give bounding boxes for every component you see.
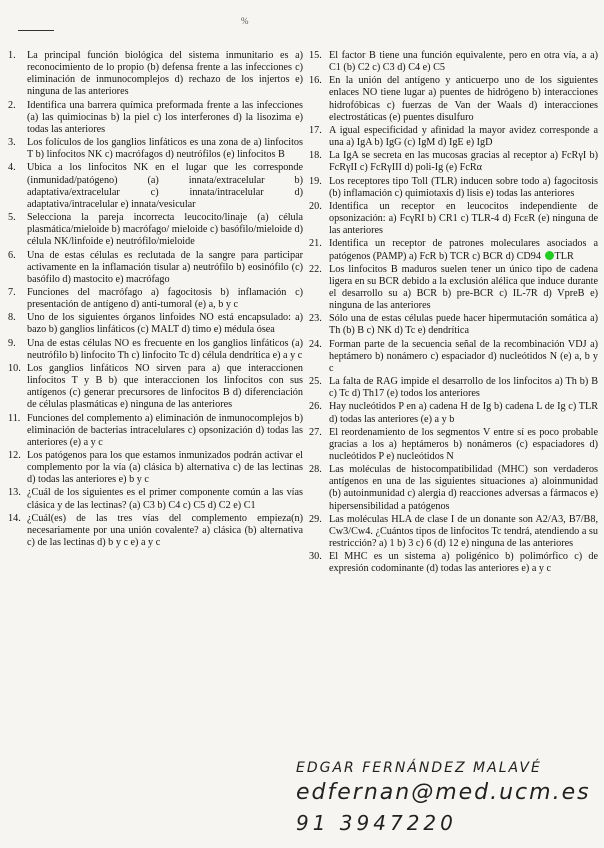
question: 29. Las moléculas HLA de clase I de un donante son A2/A3, B7/B8, Cw3/Cw4. ¿Cuántos tipos de linfocitos Tc tendrá, atendiendo a su restricción? a) 1 b) 3 c) 6 (d) 12 e) ninguna de las anteriores: [309, 513, 598, 550]
question-text: La IgA se secreta en las mucosas gracias al receptor a) FcRγI b) FcRγII c) FcRγIII d) poli-Ig (e) FcRα: [329, 150, 598, 174]
question-text: Una de estas células NO es frecuente en los ganglios linfáticos (a) neutrófilo b) linfocito Th c) linfocito Tc d) célula dendrítica e) a y c: [27, 337, 303, 361]
question-text: Hay nucleótidos P en a) cadena H de Ig b) cadena L de Ig c) TLR d) todas las anteriores (e) a y b: [329, 401, 598, 425]
question-text: Los patógenos para los que estamos inmunizados podrán activar el complemento por la vía (a) clásica b) alternativa c) de las lectinas d) todas las anteriores e) b y c: [27, 450, 303, 486]
question: 13. ¿Cuál de los siguientes es el primer componente común a las vías clásica y de las lectinas? (a) C3 b) C4 c) C5 d) C2 e) C1: [8, 487, 303, 511]
question: 26. Hay nucleótidos P en a) cadena H de Ig b) cadena L de Ig c) TLR d) todas las anteriores (e) a y b: [309, 401, 598, 425]
question-text: Ubica a los linfocitos NK en el lugar que les corresponde (inmunidad/patógeno) (a) innata/extracelular b) adaptativa/extracelular c) innata/intracelular d) adaptativa/intracelular e) innata/vesicular: [27, 162, 303, 210]
question-text: Forman parte de la secuencia señal de la recombinación VDJ a) heptámero b) nonámero c) espaciador d) nucleótidos N (e) a, b y c: [329, 338, 598, 374]
question: 16. En la unión del antígeno y anticuerpo uno de los siguientes enlaces NO tiene lugar a) puentes de hidrógeno b) interacciones hidrofóbicas c) fuerzas de Van der Waals d) interacciones electrostáticas (e) puentes disulfuro: [309, 75, 598, 123]
question: 15. El factor B tiene una función equivalente, pero en otra vía, a a) C1 (b) C2 c) C3 d) C4 e) C5: [309, 50, 598, 74]
question-text: Uno de los siguientes órganos linfoides NO está encapsulado: a) bazo b) ganglios linfáticos (c) MALT d) timo e) médula ósea: [27, 312, 303, 336]
question-text: Los receptores tipo Toll (TLR) inducen sobre todo a) fagocitosis (b) inflamación c) quimiotaxis d) lisis e) todas las anteriores: [329, 175, 598, 199]
question-text: En la unión del antígeno y anticuerpo uno de los siguientes enlaces NO tiene lugar a) puentes de hidrógeno b) interacciones hidrofóbicas c) fuerzas de Van der Waals d) interacciones electrostáticas (e) puentes disulfuro: [329, 75, 598, 123]
question: 30. El MHC es un sistema a) poligénico b) polimórfico c) de expresión codominante (d) todas las anteriores e) a y c: [309, 551, 598, 575]
question: 7. Funciones del macrófago a) fagocitosis b) inflamación c) presentación de antígeno d) anti-tumoral (e) a, b y c: [8, 286, 303, 311]
question-text: Identifica un receptor de patrones moleculares asociados a patógenos (PAMP) a) FcR b) TCR c) BCR d) CD94 TLR: [329, 238, 598, 262]
question: 22. Los linfocitos B maduros suelen tener un único tipo de cadena ligera en su BCR debido a la exclusión alélica que induce durante el desarrollo su a) BCR b) pre-BCR c) IL-7R d) VpreB e) ninguna de las anteriores: [309, 263, 598, 312]
question: 24. Forman parte de la secuencia señal de la recombinación VDJ a) heptámero b) nonámero c) espaciador d) nucleótidos N (e) a, b y c: [309, 338, 598, 374]
question: 19. Los receptores tipo Toll (TLR) inducen sobre todo a) fagocitosis (b) inflamación c) quimiotaxis d) lisis e) todas las anteriores: [309, 175, 598, 199]
question: 17. A igual especificidad y afinidad la mayor avidez corresponde a una a) IgA b) IgG (c) IgM d) IgE e) IgD: [309, 124, 598, 149]
question: 3. Los folículos de los ganglios linfáticos es una zona de a) linfocitos T b) linfocitos NK c) macrófagos d) neutrófilos (e) linfocitos B: [8, 137, 303, 161]
question: 1. La principal función biológica del sistema inmunitario es a) reconocimiento de lo propio (b) defensa frente a las infecciones c) eliminación de inmunocomplejos d) rechazo de los injertos e) ninguna de las anteriores: [8, 50, 303, 98]
question-text: Los ganglios linfáticos NO sirven para a) que interaccionen linfocitos T y B b) que interaccionen los linfocitos con sus antígenos (c) generar precursores de linfocitos B d) diferenciación de células plasmáticas e) ninguna de las anteriores: [27, 362, 303, 411]
question-text: Selecciona la pareja incorrecta leucocito/linaje (a) célula plasmática/mieloide b) macrófago/ mieloide c) basófilo/mieloide d) célula NK/linfoide e) neutrófilo/mieloide: [27, 212, 303, 248]
question: 27. El reordenamiento de los segmentos V entre sí es poco probable gracias a los a) heptámeros b) nonámeros (c) espaciadores d) nucleótidos P e) nucleótidos N: [309, 426, 598, 462]
question: 18. La IgA se secreta en las mucosas gracias al receptor a) FcRγI b) FcRγII c) FcRγIII d) poli-Ig (e) FcRα: [309, 150, 598, 174]
question: 6. Una de estas células es reclutada de la sangre para participar activamente en la inflamación tisular a) neutrófilo b) eosinófilo (c) basófilo d) mastocito e) macrófago: [8, 249, 303, 285]
right-column: [309, 50, 598, 577]
question: 14. ¿Cuál(es) de las tres vías del complemento empieza(n) necesariamente por una unión covalente? a) clásica (b) alternativa c) de las lectinas d) b y c e) a y c: [8, 512, 303, 549]
question-text: Los folículos de los ganglios linfáticos es una zona de a) linfocitos T b) linfocitos NK c) macrófagos d) neutrófilos (e) linfocitos B: [27, 137, 303, 161]
header-rule: [18, 30, 54, 31]
question-text: La principal función biológica del sistema inmunitario es a) reconocimiento de lo propio (b) defensa frente a las infecciones c) eliminación de inmunocomplejos d) rechazo de los injertos e) ninguna de las anteriores: [27, 50, 303, 98]
question-text: Identifica un receptor en leucocitos independiente de opsonización: a) FcγRI b) CR1 c) TLR-4 d) FcεR (e) ninguna de las anteriores: [329, 200, 598, 237]
question: 20. Identifica un receptor en leucocitos independiente de opsonización: a) FcγRI b) CR1 c) TLR-4 d) FcεR (e) ninguna de las anteriores: [309, 200, 598, 237]
question-text: ¿Cuál(es) de las tres vías del complemento empieza(n) necesariamente por una unión covalente? a) clásica (b) alternativa c) de las lectinas d) b y c e) a y c: [27, 512, 303, 549]
question: 12. Los patógenos para los que estamos inmunizados podrán activar el complemento por la vía (a) clásica b) alternativa c) de las lectinas d) todas las anteriores e) b y c: [8, 450, 303, 486]
corner-mark: %: [241, 16, 249, 26]
signature-phone: 91 3947220: [296, 811, 457, 835]
question: 2. Identifica una barrera química preformada frente a las infecciones (a) las quimiocinas b) la piel c) los interferones d) la lisozima e) todas las anteriores: [8, 99, 303, 135]
question: 11. Funciones del complemento a) eliminación de inmunocomplejos b) eliminación de bacterias intracelulares c) opsonización d) todas las anteriores (e) a y c: [8, 412, 303, 448]
question-text: Sólo una de estas células puede hacer hipermutación somática a) Th (b) B c) NK d) Tc e) dendrítica: [329, 313, 598, 337]
question: 10. Los ganglios linfáticos NO sirven para a) que interaccionen linfocitos T y B b) que interaccionen los linfocitos con sus antígenos (c) generar precursores de linfocitos B d) diferenciación de células plasmáticas e) ninguna de las anteriores: [8, 362, 303, 411]
question: 25. La falta de RAG impide el desarrollo de los linfocitos a) Th b) B c) Tc d) Th17 (e) todos los anteriores: [309, 376, 598, 400]
signature-name: EDGAR FERNÁNDEZ MALAVÉ: [296, 760, 542, 776]
question-text: El MHC es un sistema a) poligénico b) polimórfico c) de expresión codominante (d) todas las anteriores e) a y c: [329, 551, 598, 575]
question: 8. Uno de los siguientes órganos linfoides NO está encapsulado: a) bazo b) ganglios linfáticos (c) MALT d) timo e) médula ósea: [8, 312, 303, 336]
question: 4. Ubica a los linfocitos NK en el lugar que les corresponde (inmunidad/patógeno) (a) innata/extracelular b) adaptativa/extracelular c) innata/intracelular d) adaptativa/intracelular e) innata/vesicular: [8, 162, 303, 210]
question: 23. Sólo una de estas células puede hacer hipermutación somática a) Th (b) B c) NK d) Tc e) dendrítica: [309, 313, 598, 337]
question: 21. Identifica un receptor de patrones moleculares asociados a patógenos (PAMP) a) FcR b) TCR c) BCR d) CD94 TLR: [309, 238, 598, 262]
question-text: ¿Cuál de los siguientes es el primer componente común a las vías clásica y de las lectinas? (a) C3 b) C4 c) C5 d) C2 e) C1: [27, 487, 303, 511]
question-text: Las moléculas de histocompatibilidad (MHC) son verdaderos antígenos en una de las siguientes situaciones a) aloinmunidad (b) autoinmunidad c) alergia d) reacciones adversas a fármacos e) hipersensibilidad a patógenos: [329, 464, 598, 512]
question: 5. Selecciona la pareja incorrecta leucocito/linaje (a) célula plasmática/mieloide b) macrófago/ mieloide c) basófilo/mieloide d) célula NK/linfoide e) neutrófilo/mieloide: [8, 212, 303, 248]
question-text: Funciones del complemento a) eliminación de inmunocomplejos b) eliminación de bacterias intracelulares c) opsonización d) todas las anteriores (e) a y c: [27, 412, 303, 448]
question: 28. Las moléculas de histocompatibilidad (MHC) son verdaderos antígenos en una de las siguientes situaciones a) aloinmunidad (b) autoinmunidad c) alergia d) reacciones adversas a fármacos e) hipersensibilidad a patógenos: [309, 464, 598, 512]
left-column: [8, 50, 303, 550]
green-dot-marker: [545, 251, 554, 260]
question-text: Los linfocitos B maduros suelen tener un único tipo de cadena ligera en su BCR debido a la exclusión alélica que induce durante el desarrollo su a) BCR b) pre-BCR c) IL-7R d) VpreB e) ninguna de las anteriores: [329, 263, 598, 312]
question-text: El reordenamiento de los segmentos V entre sí es poco probable gracias a los a) heptámeros b) nonámeros (c) espaciadores d) nucleótidos P e) nucleótidos N: [329, 426, 598, 462]
question-text: El factor B tiene una función equivalente, pero en otra vía, a a) C1 (b) C2 c) C3 d) C4 e) C5: [329, 50, 598, 74]
question-text: Las moléculas HLA de clase I de un donante son A2/A3, B7/B8, Cw3/Cw4. ¿Cuántos tipos de linfocitos Tc tendrá, atendiendo a su restricción? a) 1 b) 3 c) 6 (d) 12 e) ninguna de las anteriores: [329, 513, 598, 550]
question: 9. Una de estas células NO es frecuente en los ganglios linfáticos (a) neutrófilo b) linfocito Th c) linfocito Tc d) célula dendrítica e) a y c: [8, 337, 303, 361]
signature-email: edfernan@med.ucm.es: [296, 780, 591, 805]
question-text: Identifica una barrera química preformada frente a las infecciones (a) las quimiocinas b) la piel c) los interferones d) la lisozima e) todas las anteriores: [27, 99, 303, 135]
question-text: Funciones del macrófago a) fagocitosis b) inflamación c) presentación de antígeno d) anti-tumoral (e) a, b y c: [27, 286, 303, 311]
question-text: La falta de RAG impide el desarrollo de los linfocitos a) Th b) B c) Tc d) Th17 (e) todos los anteriores: [329, 376, 598, 400]
question-text: A igual especificidad y afinidad la mayor avidez corresponde a una a) IgA b) IgG (c) IgM d) IgE e) IgD: [329, 124, 598, 149]
question-text: Una de estas células es reclutada de la sangre para participar activamente en la inflamación tisular a) neutrófilo b) eosinófilo (c) basófilo d) mastocito e) macrófago: [27, 249, 303, 285]
handwritten-signature: [296, 760, 591, 835]
